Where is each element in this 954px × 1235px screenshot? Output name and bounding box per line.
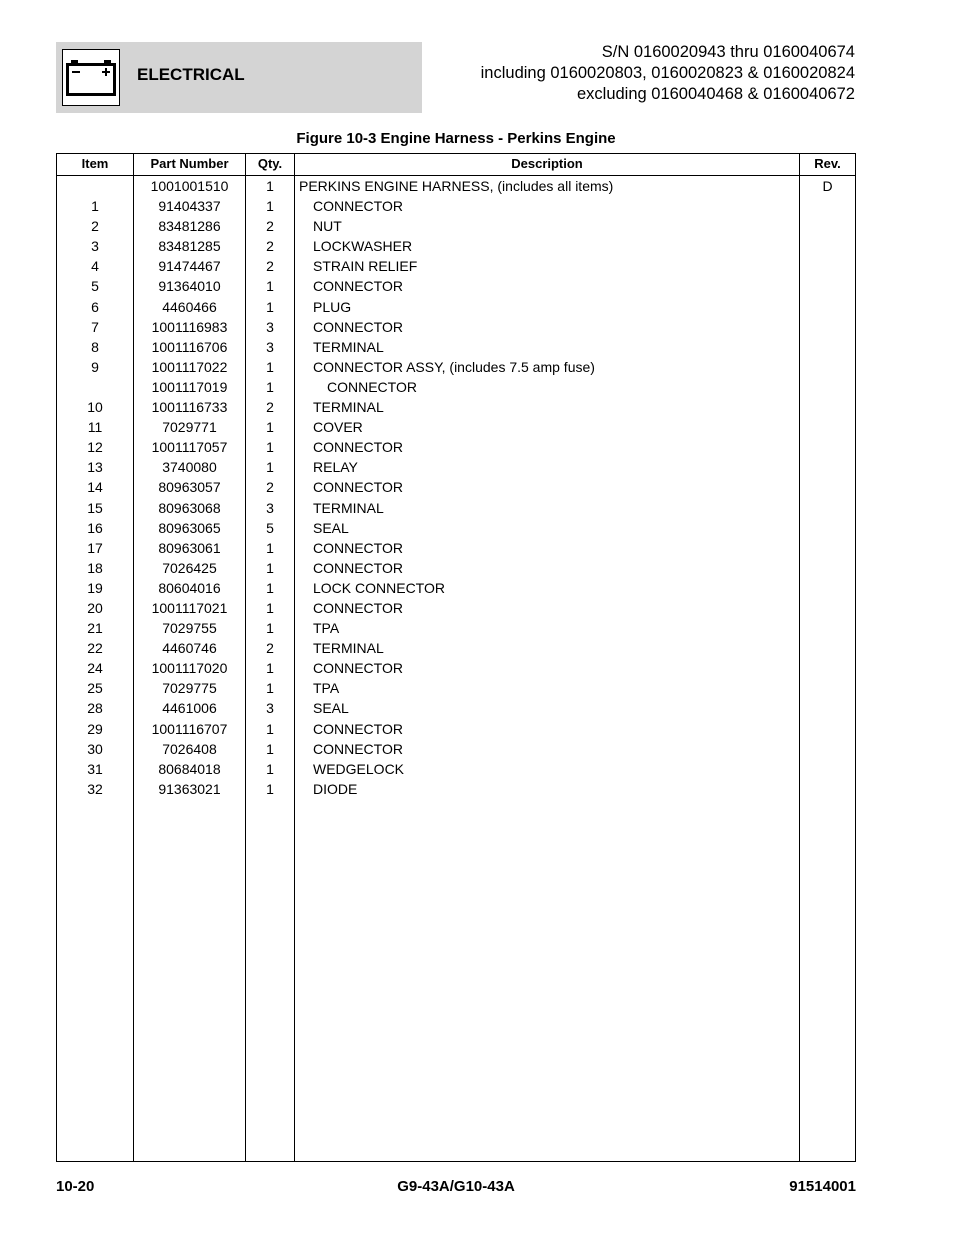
table-row [57,558,855,578]
description-cell: PERKINS ENGINE HARNESS, (includes all items) [299,178,614,194]
description-cell: LOCK CONNECTOR [313,579,445,596]
item-cell: 14 [87,479,103,496]
part-number-cell: 7029755 [162,620,217,637]
table-row [57,618,855,638]
table-row [57,317,855,337]
item-cell: 32 [87,780,103,797]
description-cell: CONNECTOR [327,378,417,395]
description-cell: COVER [313,419,363,436]
table-row [57,236,855,256]
qty-cell: 2 [266,399,274,416]
table-row [57,498,855,518]
description-cell: TPA [313,620,340,637]
qty-cell: 2 [266,238,274,255]
part-number-cell: 80963068 [158,499,221,516]
description-cell: TERMINAL [313,640,384,657]
column-header-part-number: Part Number [150,156,229,171]
description-cell: SEAL [313,519,349,536]
description-cell: SEAL [313,700,349,717]
table-row [57,377,855,397]
qty-cell: 1 [266,620,274,637]
description-cell: RELAY [313,459,358,476]
qty-cell: 1 [266,680,274,697]
description-cell: TERMINAL [313,338,384,355]
part-number-cell: 7029771 [162,419,217,436]
table-row [57,397,855,417]
item-cell: 4 [91,258,99,275]
item-cell: 16 [87,519,103,536]
sn-line: excluding 0160040468 & 0160040672 [576,85,855,103]
part-number-cell: 1001117020 [151,660,228,677]
part-number-cell: 91404337 [158,198,221,215]
table-row [57,719,855,739]
table-row [57,518,855,538]
part-number-cell: 3740080 [162,459,217,476]
part-number-cell: 83481285 [158,238,221,255]
qty-cell: 1 [266,760,274,777]
part-number-cell: 80604016 [158,579,221,596]
description-cell: TERMINAL [313,499,384,516]
table-row [57,678,855,698]
description-cell: CONNECTOR [313,740,403,757]
item-cell: 18 [87,559,103,576]
table-row [57,698,855,718]
description-cell: CONNECTOR [313,539,403,556]
item-cell: 28 [87,700,103,717]
part-number-cell: 91364010 [158,278,221,295]
table-body [57,176,855,799]
description-cell: CONNECTOR ASSY, (includes 7.5 amp fuse) [313,358,595,375]
table-row [57,337,855,357]
item-cell: 13 [87,459,103,476]
qty-cell: 1 [266,439,274,456]
table-row [57,578,855,598]
part-number-cell: 91363021 [158,780,221,797]
item-cell: 30 [87,740,103,757]
description-cell: CONNECTOR [313,479,403,496]
part-number-cell: 7026408 [162,740,217,757]
part-number-cell: 7026425 [162,559,217,576]
item-cell: 29 [87,720,103,737]
qty-cell: 1 [266,198,274,215]
description-cell: TPA [313,680,340,697]
description-cell: NUT [313,218,342,235]
item-cell: 9 [91,358,99,375]
item-cell: 6 [91,298,99,315]
part-number-cell: 4461006 [162,700,217,717]
part-number-cell: 1001001510 [150,178,229,194]
column-header-rev: Rev. [814,156,841,171]
sn-line: including 0160020803, 0160020823 & 0160020824 [480,64,855,82]
item-cell: 7 [91,318,99,335]
part-number-cell: 91474467 [158,258,221,275]
item-cell: 17 [87,539,103,556]
table-row [57,417,855,437]
table-row [57,658,855,678]
description-cell: CONNECTOR [313,660,403,677]
description-cell: CONNECTOR [313,278,403,295]
item-cell: 25 [87,680,103,697]
qty-cell: 1 [266,358,274,375]
qty-cell: 1 [266,780,274,797]
part-number-cell: 1001116983 [151,318,228,335]
part-number-cell: 1001116707 [151,720,228,737]
item-cell: 1 [91,198,99,215]
column-header-qty: Qty. [257,156,283,171]
item-cell: 11 [87,419,103,436]
part-number-cell: 1001116733 [151,399,228,416]
item-cell: 12 [87,439,103,456]
page-number: 10-20 [56,1178,95,1195]
qty-cell: 1 [266,459,274,476]
qty-cell: 1 [266,559,274,576]
part-number-cell: 83481286 [158,218,221,235]
qty-cell: 3 [266,318,274,335]
qty-cell: 1 [266,298,274,315]
table-row [57,256,855,276]
table-row [57,779,855,799]
qty-cell: 3 [266,700,274,717]
part-number-cell: 4460746 [162,640,217,657]
description-cell: CONNECTOR [313,599,403,616]
document-number: 91514001 [789,1178,856,1195]
qty-cell: 3 [266,499,274,516]
item-cell: 10 [87,399,103,416]
item-cell: 2 [91,218,99,235]
part-number-cell: 1001117021 [151,599,228,616]
qty-cell: 3 [266,338,274,355]
serial-number-block [481,42,855,105]
qty-cell: 2 [266,258,274,275]
item-cell: 21 [87,620,103,637]
description-cell: WEDGELOCK [313,760,405,777]
description-cell: CONNECTOR [313,559,403,576]
item-cell: 20 [87,599,103,616]
item-cell: 8 [91,338,99,355]
item-cell: 3 [91,238,99,255]
table-row [57,196,855,216]
model-number: G9-43A/G10-43A [397,1178,515,1195]
qty-cell: 1 [266,178,274,194]
description-cell: STRAIN RELIEF [313,258,418,275]
qty-cell: 2 [266,479,274,496]
table-row [57,759,855,779]
table-row [57,437,855,457]
qty-cell: 2 [266,640,274,657]
qty-cell: 1 [266,539,274,556]
part-number-cell: 80963065 [158,519,221,536]
table-row [57,297,855,317]
parts-table [56,153,856,1162]
battery-icon [65,60,117,97]
qty-cell: 1 [266,278,274,295]
item-cell: 19 [87,579,103,596]
table-row [57,176,855,196]
part-number-cell: 1001117022 [151,358,228,375]
column-header-item: Item [81,156,109,171]
part-number-cell: 1001117057 [151,439,228,456]
qty-cell: 5 [266,519,274,536]
table-row [57,538,855,558]
item-cell: 5 [91,278,99,295]
rev-cell: D [822,178,833,194]
part-number-cell: 80963057 [158,479,221,496]
table-row [57,357,855,377]
item-cell: 15 [87,499,103,516]
description-cell: CONNECTOR [313,198,403,215]
figure-title: Figure 10-3 Engine Harness - Perkins Engine [296,130,616,147]
table-row [57,216,855,236]
description-cell: CONNECTOR [313,318,403,335]
qty-cell: 1 [266,660,274,677]
description-cell: TERMINAL [313,399,384,416]
qty-cell: 2 [266,218,274,235]
part-number-cell: 7029775 [162,680,217,697]
description-cell: DIODE [313,780,358,797]
table-row [57,739,855,759]
section-title: ELECTRICAL [137,65,245,84]
section-header [56,42,422,113]
qty-cell: 1 [266,378,274,395]
part-number-cell: 1001117019 [151,378,228,395]
description-cell: LOCKWASHER [313,238,413,255]
qty-cell: 1 [266,419,274,436]
qty-cell: 1 [266,599,274,616]
column-header-description: Description [511,156,583,171]
part-number-cell: 4460466 [162,298,217,315]
battery-icon-frame [62,49,120,106]
table-row [57,598,855,618]
part-number-cell: 80963061 [158,539,221,556]
item-cell: 31 [87,760,103,777]
description-cell: PLUG [313,298,352,315]
table-row [57,477,855,497]
item-cell: 22 [87,640,103,657]
qty-cell: 1 [266,720,274,737]
part-number-cell: 1001116706 [151,338,228,355]
sn-line: S/N 0160020943 thru 0160040674 [601,43,855,61]
qty-cell: 1 [266,740,274,757]
table-row [57,457,855,477]
part-number-cell: 80684018 [158,760,221,777]
description-cell: CONNECTOR [313,720,403,737]
table-row [57,276,855,296]
description-cell: CONNECTOR [313,439,403,456]
qty-cell: 1 [266,579,274,596]
table-row [57,638,855,658]
item-cell: 24 [87,660,103,677]
